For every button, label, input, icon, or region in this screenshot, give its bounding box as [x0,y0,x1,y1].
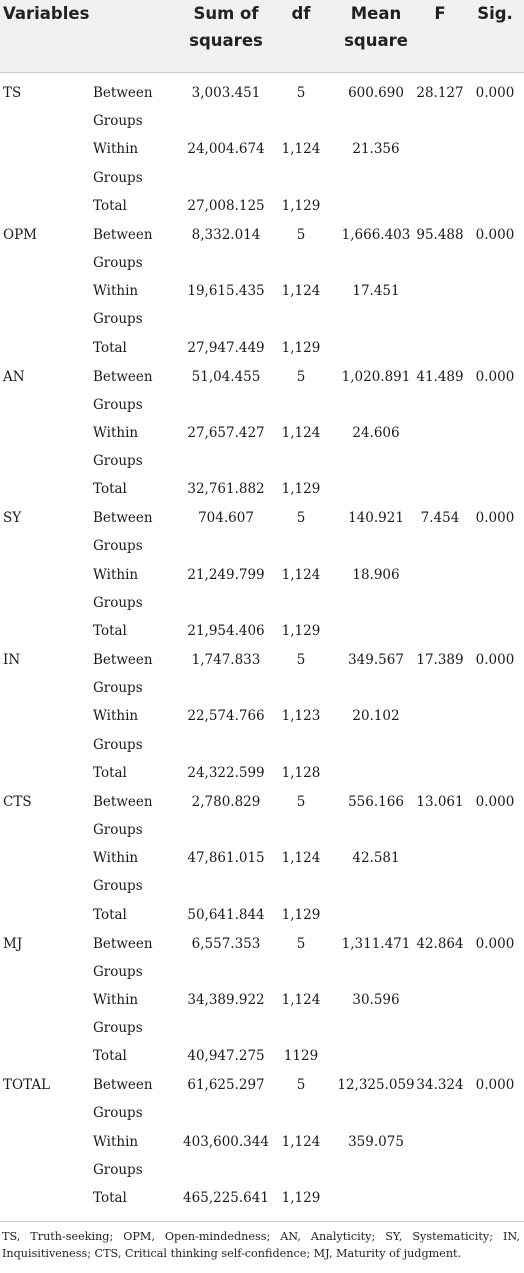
source-label-continued: Groups [93,736,143,753]
header-mean-square-line1: Mean [350,4,402,23]
variable-label: CTS [3,793,32,810]
df-cell: 1,129 [281,906,321,923]
f-value-cell: 34.324 [416,1077,464,1094]
table-footnote: TS, Truth-seeking; OPM, Open-mindedness; AN, Analyticity; SY, Systematicity; IN, Inquisitiveness; CTS, Critical thinking self-confidence; MJ, Maturity of judgment. [2,1230,520,1260]
df-cell: 5 [296,85,306,101]
df-cell: 1129 [283,1048,319,1065]
sum-of-squares-cell: 27,657.427 [187,424,265,441]
df-cell: 1,124 [281,424,321,441]
source-label-continued: Groups [93,878,143,895]
source-label: Total [93,906,127,923]
header-f: F [434,4,446,23]
variable-label: TOTAL [3,1077,51,1094]
mean-square-cell: 24.606 [352,424,400,441]
source-label-continued: Groups [93,594,143,611]
header-mean-square-line2: square [344,31,408,50]
source-label-continued: Groups [93,821,143,838]
sum-of-squares-cell: 24,004.674 [187,141,265,158]
header-df: df [291,4,311,23]
df-cell: 1,129 [281,197,321,214]
source-label: Within [93,708,139,725]
df-cell: 1,124 [281,566,321,583]
mean-square-cell: 556.166 [348,793,404,810]
source-label-continued: Groups [93,254,143,271]
sum-of-squares-cell: 50,641.844 [187,906,265,923]
source-label: Within [93,991,139,1008]
sum-of-squares-cell: 40,947.275 [187,1048,265,1065]
variable-label: AN [3,368,25,385]
source-label-continued: Groups [93,113,143,130]
source-label: Between [93,510,153,527]
df-cell: 5 [296,510,306,527]
source-label: Between [93,85,153,101]
source-label: Total [93,197,127,214]
mean-square-cell: 359.075 [348,1133,404,1150]
sum-of-squares-cell: 8,332.014 [191,226,261,243]
mean-square-cell: 42.581 [352,850,400,867]
source-label-continued: Groups [93,453,143,470]
df-cell: 5 [296,652,306,668]
source-label-continued: Groups [93,680,143,697]
sum-of-squares-cell: 2,780.829 [191,793,261,810]
source-label: Between [93,793,153,810]
f-value-cell: 13.061 [416,793,464,810]
df-cell: 1,129 [281,1190,321,1207]
df-cell: 5 [296,793,306,810]
header-sig: Sig. [477,4,513,23]
header-variables: Variables [3,4,90,23]
sum-of-squares-cell: 47,861.015 [187,850,265,867]
mean-square-cell: 1,666.403 [341,226,411,243]
f-value-cell: 42.864 [416,935,464,952]
sig-value-cell: 0.000 [475,793,515,810]
mean-square-cell: 1,020.891 [341,368,411,385]
sum-of-squares-cell: 704.607 [198,510,254,527]
mean-square-cell: 20.102 [352,708,400,725]
mean-square-cell: 21.356 [352,141,400,158]
header-divider [0,72,524,73]
source-label-continued: Groups [93,1161,143,1178]
source-label: Between [93,652,153,668]
source-label: Within [93,566,139,583]
sum-of-squares-cell: 403,600.344 [183,1133,269,1150]
df-cell: 5 [296,1077,306,1094]
sum-of-squares-cell: 21,954.406 [187,623,265,640]
mean-square-cell: 17.451 [352,283,400,300]
sig-value-cell: 0.000 [475,368,515,385]
source-label-continued: Groups [93,538,143,555]
df-cell: 5 [296,935,306,952]
mean-square-cell: 349.567 [348,652,404,668]
mean-square-cell: 30.596 [352,991,400,1008]
sum-of-squares-cell: 27,008.125 [187,197,265,214]
source-label: Within [93,141,139,158]
sum-of-squares-cell: 465,225.641 [183,1190,269,1207]
mean-square-cell: 12,325.059 [337,1077,415,1094]
mean-square-cell: 600.690 [348,85,404,101]
source-label: Between [93,935,153,952]
sum-of-squares-cell: 51,04.455 [191,368,261,385]
f-value-cell: 17.389 [416,652,464,668]
df-cell: 1,128 [281,764,321,781]
f-value-cell: 41.489 [416,368,464,385]
sum-of-squares-cell: 34,389.922 [187,991,265,1008]
mean-square-cell: 1,311.471 [341,935,411,952]
source-label-continued: Groups [93,396,143,413]
df-cell: 5 [296,226,306,243]
source-label-continued: Groups [93,1105,143,1122]
source-label: Total [93,481,127,498]
header-sum-of-squares-line1: Sum of [193,4,259,23]
f-value-cell: 28.127 [416,85,464,101]
variable-label: IN [3,652,21,668]
df-cell: 1,124 [281,991,321,1008]
f-value-cell: 7.454 [420,510,460,527]
table-bottom-divider [0,1221,524,1222]
df-cell: 1,129 [281,481,321,498]
sum-of-squares-cell: 22,574.766 [187,708,265,725]
mean-square-cell: 140.921 [348,510,404,527]
source-label: Between [93,226,153,243]
sum-of-squares-cell: 27,947.449 [187,339,265,356]
sig-value-cell: 0.000 [475,652,515,668]
df-cell: 1,124 [281,1133,321,1150]
df-cell: 1,124 [281,283,321,300]
variable-label: OPM [3,226,37,243]
source-label-continued: Groups [93,169,143,186]
source-label: Between [93,368,153,385]
header-sum-of-squares-line2: squares [189,31,263,50]
df-cell: 1,123 [281,708,321,725]
source-label: Total [93,339,127,356]
source-label: Total [93,1190,127,1207]
f-value-cell: 95.488 [416,226,464,243]
sum-of-squares-cell: 24,322.599 [187,764,265,781]
source-label-continued: Groups [93,311,143,328]
df-cell: 5 [296,368,306,385]
source-label: Within [93,424,139,441]
sum-of-squares-cell: 61,625.297 [187,1077,265,1094]
sum-of-squares-cell: 3,003.451 [191,85,261,101]
source-label-continued: Groups [93,963,143,980]
source-label: Between [93,1077,153,1094]
source-label: Within [93,283,139,300]
source-label: Total [93,764,127,781]
df-cell: 1,124 [281,850,321,867]
df-cell: 1,129 [281,339,321,356]
df-cell: 1,124 [281,141,321,158]
variable-label: MJ [3,935,23,952]
df-cell: 1,129 [281,623,321,640]
sig-value-cell: 0.000 [475,85,515,101]
source-label: Total [93,1048,127,1065]
sig-value-cell: 0.000 [475,226,515,243]
sig-value-cell: 0.000 [475,510,515,527]
source-label: Total [93,623,127,640]
variable-label: SY [3,510,22,527]
sum-of-squares-cell: 19,615.435 [187,283,265,300]
source-label-continued: Groups [93,1020,143,1037]
source-label: Within [93,1133,139,1150]
source-label: Within [93,850,139,867]
sum-of-squares-cell: 6,557.353 [191,935,261,952]
sig-value-cell: 0.000 [475,1077,515,1094]
sum-of-squares-cell: 32,761.882 [187,481,265,498]
mean-square-cell: 18.906 [352,566,400,583]
sum-of-squares-cell: 1,747.833 [191,652,261,668]
sig-value-cell: 0.000 [475,935,515,952]
variable-label: TS [3,85,22,101]
sum-of-squares-cell: 21,249.799 [187,566,265,583]
